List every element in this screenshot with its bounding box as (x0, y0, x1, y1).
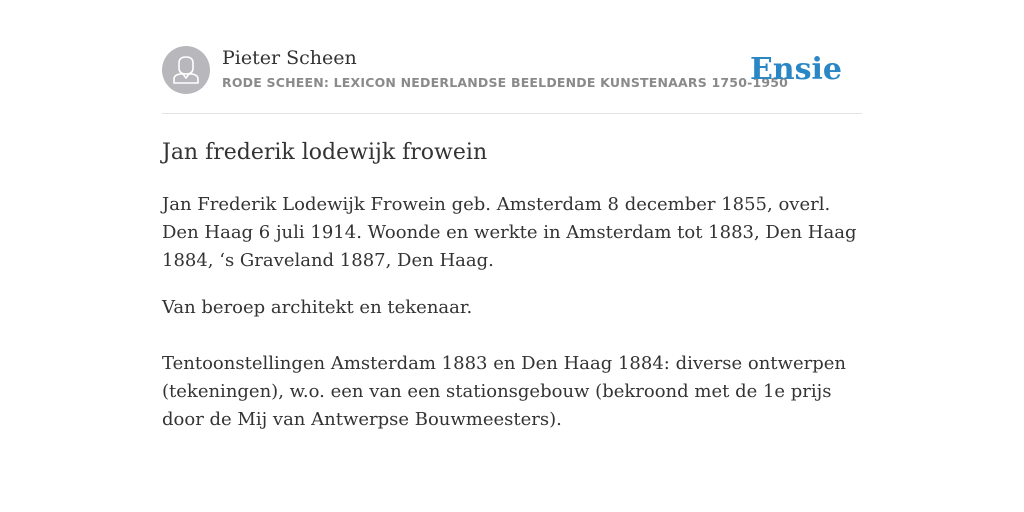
article-card (162, 46, 862, 434)
article-paragraph-biography: Jan Frederik Lodewijk Frowein geb. Amsterdam 8 december 1855, overl. Den Haag 6 juli 1914. Woonde en werkte in Amsterdam tot 1883, Den Haag 1884, ‘s Graveland 1887, Den Haag. (162, 194, 857, 271)
ensie-logo[interactable]: Ensie (749, 52, 842, 87)
article-paragraph-exhibitions: Tentoonstellingen Amsterdam 1883 en Den Haag 1884: diverse ontwerpen (tekeningen), w.o. een van een stationsgebouw (bekroond met de 1e prijs door de Mij van Antwerpse Bouwmeesters). (162, 353, 846, 430)
article-title: Jan frederik lodewijk frowein (162, 140, 488, 165)
article-paragraph-profession: Van beroep architekt en tekenaar. (162, 297, 473, 318)
author-name[interactable]: Pieter Scheen (222, 47, 357, 69)
source-title[interactable]: RODE SCHEEN: LEXICON NEDERLANDSE BEELDENDE KUNSTENAARS 1750-1950 (222, 75, 789, 90)
user-avatar-icon[interactable] (162, 46, 210, 94)
article-header (162, 46, 862, 114)
